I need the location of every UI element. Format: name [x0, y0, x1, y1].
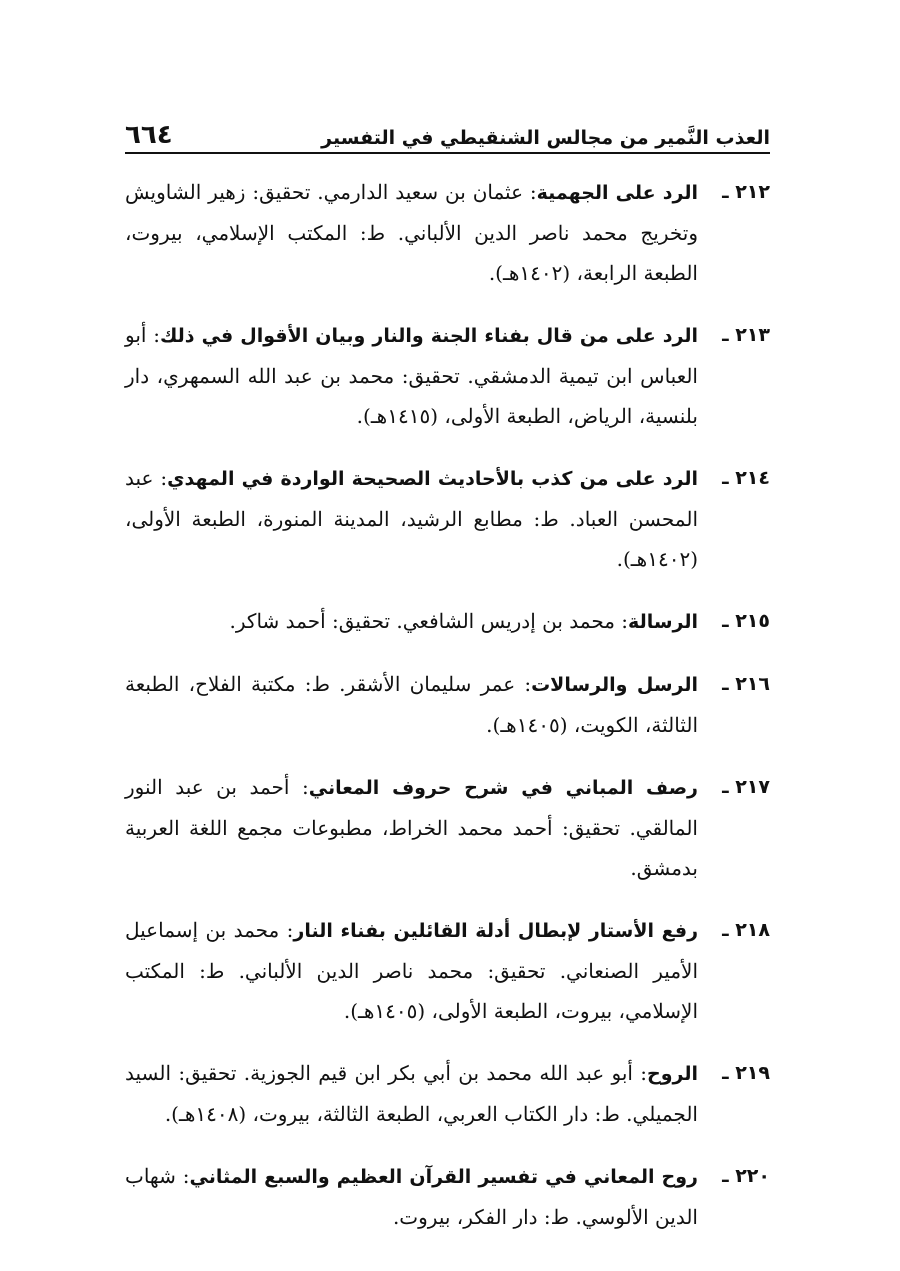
entry-text	[125, 1156, 698, 1237]
entry-text	[125, 172, 698, 293]
bibliography-entry	[125, 1053, 770, 1134]
entry-number: ٢١٩ ـ	[722, 1062, 770, 1084]
entry-title: رفع الأستار لإبطال أدلة القائلين بفناء النار	[293, 920, 699, 942]
bibliography-entry	[125, 172, 770, 293]
entry-text	[125, 910, 698, 1031]
entry-details: : عبد المحسن العباد. ط: مطابع الرشيد، المدينة المنورة، الطبعة الأولى، (١٤٠٢هـ).	[125, 466, 698, 571]
entry-number: ٢١٧ ـ	[722, 776, 770, 798]
bibliography-entry	[125, 315, 770, 436]
entry-details: : محمد بن إسماعيل الأمير الصنعاني. تحقيق: محمد ناصر الدين الألباني. ط: المكتب الإسلامي، بيروت، الطبعة الأولى، (١٤٠٥هـ).	[125, 918, 698, 1023]
entry-number: ٢٢٠ ـ	[722, 1165, 770, 1187]
bibliography-entry	[125, 664, 770, 745]
running-title: العذب النَّمير من مجالس الشنقيطي في التفسير	[321, 127, 770, 149]
bibliography-entry	[125, 767, 770, 888]
entry-text	[125, 601, 698, 642]
entry-title: روح المعاني في تفسير القرآن العظيم والسبع المثاني	[189, 1166, 698, 1188]
entry-text	[125, 767, 698, 888]
entry-details: : أبو العباس ابن تيمية الدمشقي. تحقيق: محمد بن عبد الله السمهري، دار بلنسية، الرياض، الطبعة الأولى، (١٤١٥هـ).	[125, 323, 698, 428]
entry-number: ٢١٦ ـ	[722, 673, 770, 695]
entry-text	[125, 458, 698, 579]
bibliography-entry	[125, 601, 770, 642]
entry-details: : أبو عبد الله محمد بن أبي بكر ابن قيم الجوزية. تحقيق: السيد الجميلي. ط: دار الكتاب العربي، الطبعة الثالثة، بيروت، (١٤٠٨هـ).	[125, 1061, 698, 1126]
document-page	[125, 108, 770, 1259]
entry-title: الرد على الجهمية	[536, 182, 698, 204]
entry-text	[125, 1053, 698, 1134]
entry-title: الرسل والرسالات	[531, 674, 698, 696]
bibliography-entry	[125, 458, 770, 579]
bibliography-entry	[125, 910, 770, 1031]
entry-text	[125, 315, 698, 436]
entry-details: : عمر سليمان الأشقر. ط: مكتبة الفلاح، الطبعة الثالثة، الكويت، (١٤٠٥هـ).	[125, 672, 698, 737]
entry-number: ٢١٥ ـ	[722, 610, 770, 632]
entry-title: الروح	[647, 1063, 698, 1085]
entry-title: الرسالة	[628, 611, 698, 633]
bibliography-entry	[125, 1156, 770, 1237]
entry-title: الرد على من قال بفناء الجنة والنار وبيان الأقوال في ذلك	[159, 325, 698, 347]
entry-details: : شهاب الدين الألوسي. ط: دار الفكر، بيروت.	[125, 1164, 698, 1229]
entry-details: : عثمان بن سعيد الدارمي. تحقيق: زهير الشاويش وتخريج محمد ناصر الدين الألباني. ط: المكتب الإسلامي، بيروت، الطبعة الرابعة، (١٤٠٢هـ).	[125, 180, 698, 285]
entry-title: رصف المباني في شرح حروف المعاني	[308, 777, 698, 799]
entry-number: ٢١٢ ـ	[722, 181, 770, 203]
entry-number: ٢١٤ ـ	[722, 467, 770, 489]
entry-details: : أحمد بن عبد النور المالقي. تحقيق: أحمد محمد الخراط، مطبوعات مجمع اللغة العربية بدمشق.	[125, 775, 698, 880]
entry-number: ٢١٨ ـ	[722, 919, 770, 941]
bibliography-list	[125, 172, 770, 1237]
entry-number: ٢١٣ ـ	[722, 324, 770, 346]
entry-details: : محمد بن إدريس الشافعي. تحقيق: أحمد شاكر.	[229, 609, 629, 633]
entry-text	[125, 664, 698, 745]
page-header	[125, 108, 770, 154]
page-number: ٦٦٤	[125, 120, 173, 150]
entry-title: الرد على من كذب بالأحاديث الصحيحة الواردة في المهدي	[167, 468, 698, 490]
